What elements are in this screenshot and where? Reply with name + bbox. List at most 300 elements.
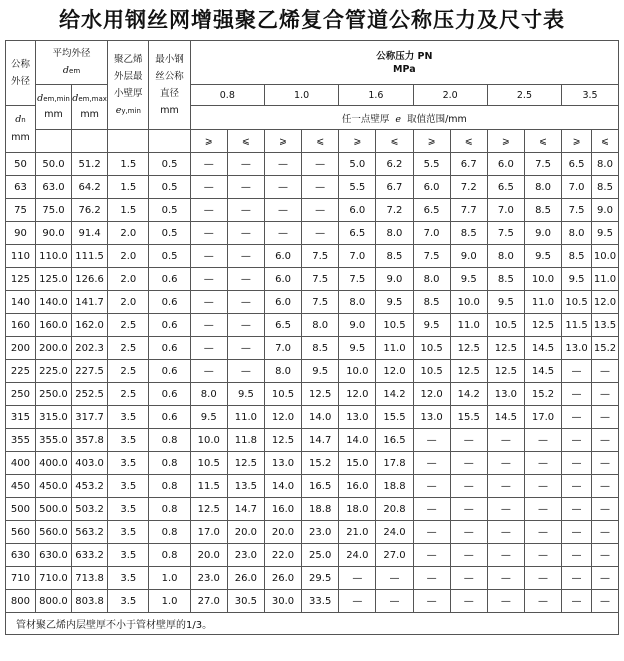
table-cell: — [227,360,264,383]
table-cell: 26.0 [264,567,301,590]
table-cell: 0.6 [149,291,190,314]
table-cell: 3.5 [108,452,149,475]
table-cell: 12.0 [264,406,301,429]
table-cell: 0.6 [149,314,190,337]
table-cell: 14.2 [450,383,487,406]
table-cell: 3.5 [108,544,149,567]
table-cell: 10.0 [592,245,619,268]
table-cell: — [413,544,450,567]
table-cell: 12.5 [450,337,487,360]
wall-range-header: 任一点壁厚 e 取值范围/mm [190,106,618,130]
table-cell: 8.5 [487,268,524,291]
table-cell: 14.7 [227,498,264,521]
table-cell: 0.8 [149,544,190,567]
table-cell: 0.8 [149,475,190,498]
table-cell: 453.2 [72,475,108,498]
table-cell: 14.0 [264,475,301,498]
table-cell: 13.5 [227,475,264,498]
table-cell: — [227,153,264,176]
table-cell: 250.0 [35,383,71,406]
table-cell: 0.8 [149,429,190,452]
table-cell: 9.5 [302,360,339,383]
table-cell: 202.3 [72,337,108,360]
le-symbol: ⩽ [592,130,619,153]
table-cell: — [302,153,339,176]
table-cell: 6.5 [562,153,592,176]
table-cell: 14.0 [339,429,376,452]
table-cell: 8.0 [487,245,524,268]
ge-symbol: ⩾ [339,130,376,153]
table-cell: 10.0 [450,291,487,314]
table-cell: 9.5 [376,291,413,314]
table-cell: 6.5 [413,199,450,222]
table-cell: — [450,429,487,452]
table-cell: — [190,199,227,222]
table-cell: 9.0 [376,268,413,291]
table-cell: 0.5 [149,222,190,245]
table-cell: 6.5 [487,176,524,199]
table-cell: — [562,360,592,383]
table-cell: 252.5 [72,383,108,406]
table-cell: — [592,521,619,544]
mean-od-header: 平均外径 dem [35,41,107,85]
table-cell: 51.2 [72,153,108,176]
table-cell: 800 [6,590,36,613]
table-cell: — [524,544,561,567]
table-cell: 9.5 [450,268,487,291]
table-cell: 16.5 [376,429,413,452]
table-cell: 17.0 [190,521,227,544]
table-cell: 7.5 [562,199,592,222]
table-cell: 11.5 [190,475,227,498]
table-cell: 26.0 [227,567,264,590]
table-row [6,544,619,567]
table-cell: — [562,590,592,613]
table-cell: — [592,383,619,406]
table-cell: — [562,452,592,475]
table-cell: 10.5 [413,360,450,383]
table-cell: 9.0 [524,222,561,245]
table-cell: 50 [6,153,36,176]
table-cell: 1.5 [108,176,149,199]
table-cell: 710 [6,567,36,590]
table-cell: 0.6 [149,268,190,291]
table-cell: 11.0 [450,314,487,337]
pressure-header: 2.0 [413,85,487,106]
table-note: 管材聚乙烯内层壁厚不小于管材壁厚的1/3。 [6,613,619,635]
table-row [6,268,619,291]
table-cell: — [562,567,592,590]
table-cell: 8.0 [302,314,339,337]
table-cell: 11.0 [376,337,413,360]
table-cell: 75 [6,199,36,222]
table-cell: — [227,199,264,222]
table-cell: 227.5 [72,360,108,383]
table-cell: 2.5 [108,360,149,383]
table-cell: 0.8 [149,452,190,475]
ge-symbol: ⩾ [487,130,524,153]
table-cell: — [487,475,524,498]
table-cell: 8.0 [592,153,619,176]
table-cell: 500 [6,498,36,521]
table-cell: — [190,360,227,383]
table-cell: 7.0 [339,245,376,268]
table-cell: 8.0 [190,383,227,406]
table-cell: 317.7 [72,406,108,429]
blank-cell [72,130,108,153]
table-cell: 200 [6,337,36,360]
table-cell: 13.0 [413,406,450,429]
table-cell: 13.0 [562,337,592,360]
table-cell: — [592,590,619,613]
table-cell: 400 [6,452,36,475]
page-title: 给水用钢丝网增强聚乙烯复合管道公称压力及尺寸表 [59,8,565,32]
table-cell: — [227,314,264,337]
pressure-header: 1.6 [339,85,413,106]
table-cell: 357.8 [72,429,108,452]
table-cell: 2.0 [108,291,149,314]
table-cell: 2.0 [108,268,149,291]
table-cell: 29.5 [302,567,339,590]
table-cell: — [592,544,619,567]
table-cell: 8.5 [302,337,339,360]
table-cell: 450.0 [35,475,71,498]
table-cell: 0.5 [149,199,190,222]
table-cell: 30.0 [264,590,301,613]
table-cell: 800.0 [35,590,71,613]
table-cell: 250 [6,383,36,406]
table-cell: 16.5 [302,475,339,498]
ge-symbol: ⩾ [190,130,227,153]
table-cell: 9.5 [487,291,524,314]
table-row [6,498,619,521]
table-cell: 16.0 [264,498,301,521]
table-cell: — [376,590,413,613]
table-cell: 12.5 [487,360,524,383]
table-cell: 15.2 [524,383,561,406]
table-cell: 5.5 [413,153,450,176]
table-cell: 7.5 [413,245,450,268]
table-cell: 30.5 [227,590,264,613]
table-cell: 3.5 [108,406,149,429]
table-cell: 315 [6,406,36,429]
table-cell: 2.5 [108,383,149,406]
table-cell: — [592,429,619,452]
table-cell: 0.5 [149,245,190,268]
table-cell: — [592,406,619,429]
pe-min-thickness-header: 聚乙烯 外层最 小壁厚 ey,min [108,41,149,130]
pressure-header: 0.8 [190,85,264,106]
table-cell: — [264,176,301,199]
table-cell: 12.0 [376,360,413,383]
table-cell: 7.2 [450,176,487,199]
table-cell: 6.0 [264,291,301,314]
table-cell: 2.5 [108,314,149,337]
table-cell: 6.0 [413,176,450,199]
table-cell: 713.8 [72,567,108,590]
table-cell: 0.5 [149,176,190,199]
table-cell: 500.0 [35,498,71,521]
table-cell: — [524,567,561,590]
table-row [6,153,619,176]
table-row [6,590,619,613]
table-cell: 315.0 [35,406,71,429]
table-cell: 12.5 [302,383,339,406]
table-cell: — [524,429,561,452]
table-cell: 11.8 [227,429,264,452]
table-cell: — [190,245,227,268]
table-cell: — [339,567,376,590]
table-cell: 14.7 [302,429,339,452]
table-cell: 11.0 [227,406,264,429]
table-cell: 560 [6,521,36,544]
table-cell: 15.5 [376,406,413,429]
table-cell: 7.0 [487,199,524,222]
table-cell: 13.5 [592,314,619,337]
table-cell: 13.0 [487,383,524,406]
table-cell: 15.2 [302,452,339,475]
table-cell: — [524,590,561,613]
table-cell: 64.2 [72,176,108,199]
table-cell: 8.5 [562,245,592,268]
table-cell: 400.0 [35,452,71,475]
table-cell: — [302,176,339,199]
table-cell: 3.5 [108,567,149,590]
table-cell: — [450,590,487,613]
table-cell: — [450,475,487,498]
table-cell: 8.5 [592,176,619,199]
table-cell: — [592,452,619,475]
table-cell: — [190,153,227,176]
table-cell: — [487,521,524,544]
table-cell: 0.5 [149,153,190,176]
table-cell: 15.0 [339,452,376,475]
wire-diameter-header: 最小钢 丝公称 直径 mm [149,41,190,130]
table-cell: 15.2 [592,337,619,360]
table-cell: 14.0 [302,406,339,429]
table-cell: 560.0 [35,521,71,544]
table-cell: 803.8 [72,590,108,613]
table-cell: — [302,199,339,222]
table-cell: 125 [6,268,36,291]
table-cell: — [524,498,561,521]
table-cell: 24.0 [376,521,413,544]
table-cell: 1.0 [149,590,190,613]
table-cell: — [227,291,264,314]
table-cell: 8.5 [450,222,487,245]
table-cell: — [190,337,227,360]
table-cell: 10.5 [562,291,592,314]
ge-symbol: ⩾ [264,130,301,153]
table-cell: 20.8 [376,498,413,521]
table-cell: 8.5 [413,291,450,314]
table-row [6,199,619,222]
table-cell: 33.5 [302,590,339,613]
table-cell: — [264,199,301,222]
table-cell: 12.0 [339,383,376,406]
table-cell: 2.0 [108,222,149,245]
table-cell: 8.0 [264,360,301,383]
table-cell: 10.0 [524,268,561,291]
table-cell: 140.0 [35,291,71,314]
table-cell: 75.0 [35,199,71,222]
table-cell: 90 [6,222,36,245]
table-cell: 27.0 [190,590,227,613]
table-cell: 1.0 [149,567,190,590]
table-cell: 9.0 [450,245,487,268]
table-cell: 12.0 [592,291,619,314]
table-cell: — [592,360,619,383]
table-cell: 225 [6,360,36,383]
table-cell: 8.5 [524,199,561,222]
table-cell: 162.0 [72,314,108,337]
table-cell: 0.6 [149,337,190,360]
table-cell: — [562,429,592,452]
table-cell: 20.0 [227,521,264,544]
table-cell: 12.5 [487,337,524,360]
table-cell: 503.2 [72,498,108,521]
table-row [6,521,619,544]
table-cell: 141.7 [72,291,108,314]
table-cell: 7.5 [524,153,561,176]
table-cell: 10.5 [487,314,524,337]
table-cell: 9.0 [592,199,619,222]
table-cell: 111.5 [72,245,108,268]
table-cell: — [450,498,487,521]
ge-le-row [6,130,619,153]
table-cell: — [264,153,301,176]
table-cell: 3.5 [108,521,149,544]
table-row [6,567,619,590]
table-cell: — [413,452,450,475]
table-row [6,475,619,498]
table-row [6,222,619,245]
table-cell: 27.0 [376,544,413,567]
table-cell: 14.2 [376,383,413,406]
table-cell: 12.5 [450,360,487,383]
table-cell: 12.0 [413,383,450,406]
table-cell: 10.0 [190,429,227,452]
table-cell: 225.0 [35,360,71,383]
table-cell: 90.0 [35,222,71,245]
table-cell: 10.5 [376,314,413,337]
table-row [6,176,619,199]
table-cell: 0.6 [149,383,190,406]
nominal-diameter-header: 公称 外径 [6,41,36,106]
blank-cell [149,130,190,153]
table-cell: 403.0 [72,452,108,475]
table-cell: 14.5 [524,360,561,383]
table-cell: 11.5 [562,314,592,337]
table-cell: 355 [6,429,36,452]
table-cell: — [562,406,592,429]
table-cell: 125.0 [35,268,71,291]
table-cell: 18.8 [302,498,339,521]
table-cell: 563.2 [72,521,108,544]
table-cell: 20.0 [264,521,301,544]
table-cell: 12.5 [524,314,561,337]
table-cell: 0.6 [149,406,190,429]
table-cell: — [487,429,524,452]
pressure-header: 1.0 [264,85,338,106]
le-symbol: ⩽ [450,130,487,153]
table-cell: — [524,452,561,475]
table-cell: 17.8 [376,452,413,475]
table-cell: — [450,567,487,590]
table-cell: 7.0 [413,222,450,245]
table-cell: 110 [6,245,36,268]
table-cell: 14.5 [487,406,524,429]
table-cell: 9.5 [413,314,450,337]
table-cell: — [376,567,413,590]
max-od-header: dem,max mm [72,85,108,130]
table-row [6,245,619,268]
table-cell: 25.0 [302,544,339,567]
table-cell: 0.8 [149,521,190,544]
table-cell: 0.8 [149,498,190,521]
table-cell: — [339,590,376,613]
min-od-header: dem,min mm [35,85,71,130]
table-cell: 3.5 [108,475,149,498]
table-cell: 630 [6,544,36,567]
table-cell: — [562,475,592,498]
table-cell: 24.0 [339,544,376,567]
table-cell: 11.0 [524,291,561,314]
table-cell: 7.0 [562,176,592,199]
table-row [6,406,619,429]
table-cell: 6.0 [487,153,524,176]
table-cell: 355.0 [35,429,71,452]
table-cell: 2.5 [108,337,149,360]
table-cell: — [227,222,264,245]
pressure-header: 3.5 [562,85,619,106]
table-cell: 2.0 [108,245,149,268]
table-cell: 9.0 [339,314,376,337]
table-cell: 17.0 [524,406,561,429]
table-cell: — [487,498,524,521]
table-row [6,383,619,406]
table-cell: 7.0 [264,337,301,360]
table-cell: 12.5 [264,429,301,452]
table-cell: — [487,567,524,590]
table-cell: 1.5 [108,153,149,176]
table-cell: 200.0 [35,337,71,360]
table-cell: 5.5 [339,176,376,199]
le-symbol: ⩽ [302,130,339,153]
table-cell: 18.0 [339,498,376,521]
table-cell: 3.5 [108,590,149,613]
table-cell: — [190,176,227,199]
table-cell: 12.5 [190,498,227,521]
table-cell: 3.5 [108,429,149,452]
table-cell: 11.0 [592,268,619,291]
table-cell: — [413,498,450,521]
table-cell: 710.0 [35,567,71,590]
table-cell: 10.5 [190,452,227,475]
table-cell: 13.0 [339,406,376,429]
table-cell: — [413,567,450,590]
table-cell: 18.8 [376,475,413,498]
table-cell: 23.0 [302,521,339,544]
table-cell: — [227,176,264,199]
table-cell: — [190,314,227,337]
table-cell: 15.5 [450,406,487,429]
table-row [6,452,619,475]
table-cell: 450 [6,475,36,498]
table-row [6,429,619,452]
table-cell: — [592,475,619,498]
table-cell: 9.5 [227,383,264,406]
